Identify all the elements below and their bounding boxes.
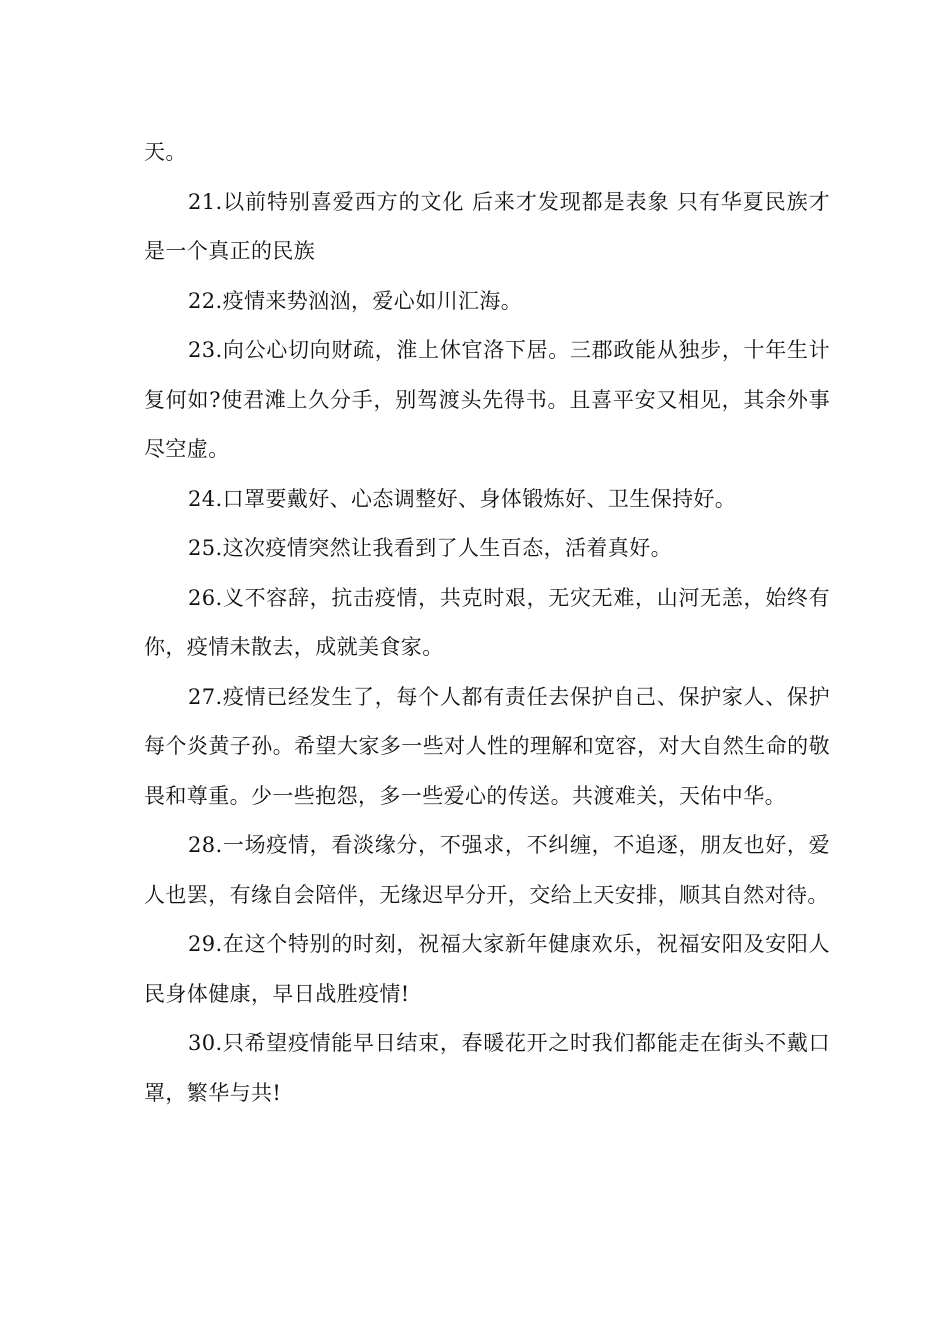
paragraph-item-23: 23.向公心切向财疏，淮上休官洛下居。三郡政能从独步，十年生计复何如?使君滩上久分手，别驾渡头先得书。且喜平安又相见，其余外事尽空虚。 [144,338,830,461]
document-body [144,128,830,1118]
paragraph-item-26: 26.义不容辞，抗击疫情，共克时艰，无灾无难，山河无恙，始终有你，疫情未散去，成就美食家。 [144,585,830,659]
paragraph-item-30: 30.只希望疫情能早日结束，春暖花开之时我们都能走在街头不戴口罩，繁华与共! [144,1031,830,1105]
paragraph-continuation: 天。 [144,140,187,164]
paragraph-item-22: 22.疫情来势汹汹，爱心如川汇海。 [188,288,523,313]
paragraph-item-21: 21.以前特别喜爱西方的文化 后来才发现都是表象 只有华夏民族才是一个真正的民族 [144,189,830,263]
paragraph-item-29: 29.在这个特别的时刻，祝福大家新年健康欢乐，祝福安阳及安阳人民身体健康，早日战胜疫情! [144,932,830,1006]
paragraph-item-24: 24.口罩要戴好、心态调整好、身体锻炼好、卫生保持好。 [188,486,737,511]
paragraph-item-28: 28.一场疫情，看淡缘分，不强求，不纠缠，不追逐，朋友也好，爱人也罢，有缘自会陪伴，无缘迟早分开，交给上天安排，顺其自然对待。 [144,833,830,907]
paragraph-item-25: 25.这次疫情突然让我看到了人生百态，活着真好。 [188,536,672,560]
paragraph-item-27: 27.疫情已经发生了，每个人都有责任去保护自己、保护家人、保护每个炎黄子孙。希望大家多一些对人性的理解和宽容，对大自然生命的敬畏和尊重。少一些抱怨，多一些爱心的传送。共渡难关，天佑中华。 [144,684,830,808]
